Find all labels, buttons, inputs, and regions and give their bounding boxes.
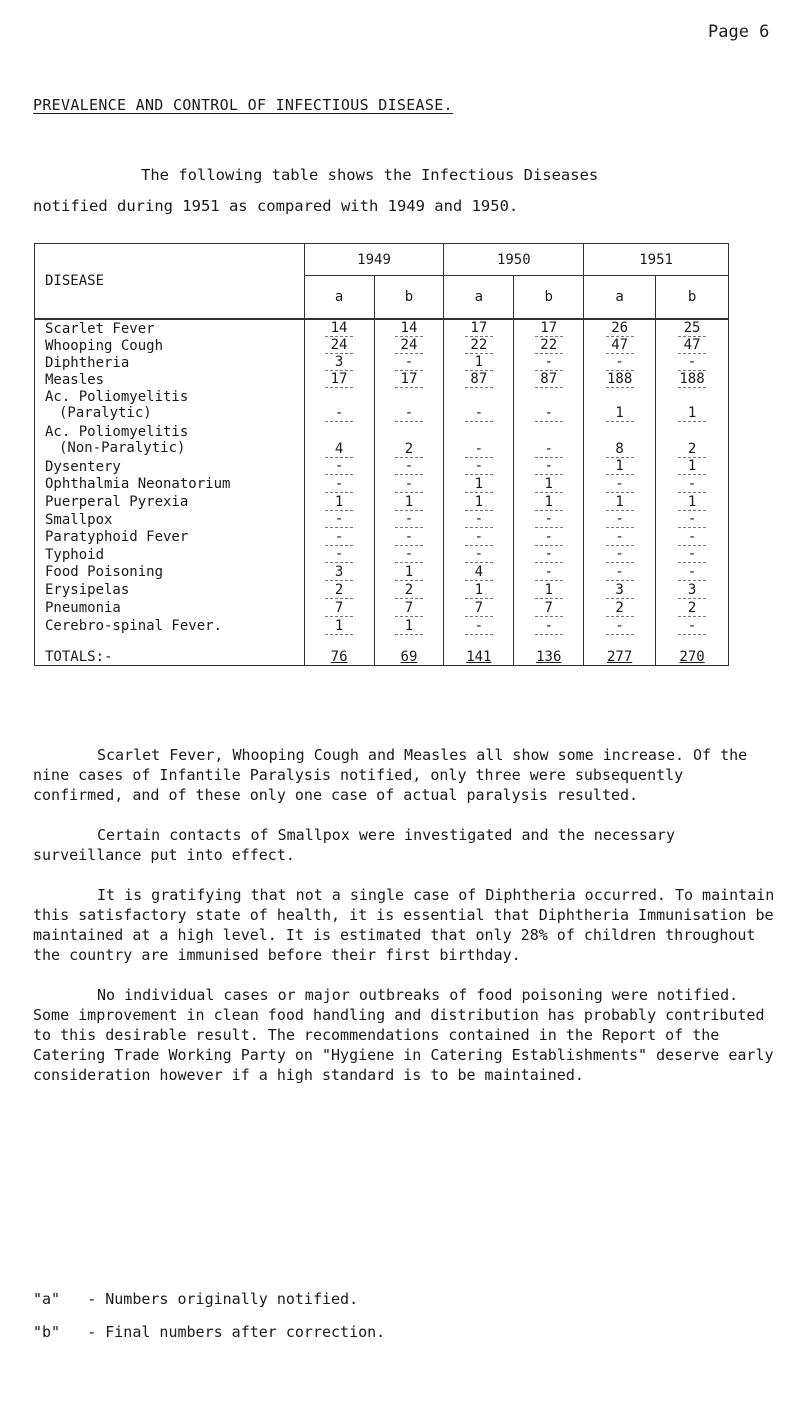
count-cell	[444, 511, 514, 528]
table-row	[35, 475, 729, 493]
count-cell	[584, 581, 656, 599]
count-cell	[374, 617, 444, 635]
count-value: -	[535, 511, 563, 528]
count-cell	[444, 617, 514, 635]
count-cell	[656, 546, 729, 563]
count-value: 2	[606, 600, 634, 617]
disease-name	[35, 371, 305, 388]
count-value: 8	[606, 441, 634, 458]
total-value: 76	[304, 635, 374, 666]
count-cell	[656, 599, 729, 617]
count-value: 1	[395, 494, 423, 511]
body-text	[33, 745, 778, 1105]
count-cell	[374, 546, 444, 563]
disease-name-subline: (Paralytic)	[59, 405, 152, 421]
table-row	[35, 388, 729, 422]
count-cell	[656, 422, 729, 458]
count-value: 188	[606, 371, 633, 387]
count-cell	[304, 319, 374, 337]
disease-name-line: Scarlet Fever	[45, 320, 155, 337]
count-value: -	[535, 441, 563, 458]
count-value: -	[465, 441, 493, 458]
count-value: -	[678, 476, 706, 493]
count-cell	[374, 493, 444, 511]
table-row	[35, 319, 729, 337]
page-number: Page 6	[708, 22, 770, 42]
count-value: 2	[678, 441, 706, 458]
count-value: -	[465, 405, 493, 422]
count-value: 17	[465, 320, 493, 337]
count-cell	[374, 581, 444, 599]
count-value: 1	[535, 476, 563, 493]
table-row	[35, 546, 729, 563]
table-header-years	[35, 244, 729, 276]
count-cell	[584, 617, 656, 635]
count-value: -	[606, 564, 634, 581]
count-cell	[374, 528, 444, 546]
total-value: 277	[584, 635, 656, 666]
count-value: -	[325, 546, 353, 563]
count-cell	[656, 337, 729, 354]
count-cell	[304, 617, 374, 635]
count-value: 1	[395, 564, 423, 581]
count-value: -	[325, 529, 353, 546]
count-cell	[444, 581, 514, 599]
count-cell	[656, 319, 729, 337]
count-value: -	[465, 529, 493, 546]
count-cell	[656, 371, 729, 388]
total-value: 136	[514, 635, 584, 666]
intro-line-1: The following table shows the Infectious Diseases	[141, 166, 599, 184]
disease-name	[35, 475, 305, 493]
table-row	[35, 493, 729, 511]
count-value: 1	[678, 405, 706, 422]
count-cell	[444, 337, 514, 354]
count-value: 3	[678, 582, 706, 599]
count-cell	[656, 354, 729, 371]
count-cell	[304, 599, 374, 617]
subheader-1949-b: b	[374, 276, 444, 319]
disease-name-line: Measles	[45, 371, 105, 388]
count-cell	[514, 475, 584, 493]
count-value: 22	[465, 337, 493, 354]
count-value: 47	[606, 337, 634, 354]
disease-name-line: Smallpox	[45, 511, 113, 528]
count-value: 4	[465, 564, 493, 581]
legend-a-text: - Numbers originally notified.	[87, 1290, 359, 1308]
subheader-1951-a: a	[584, 276, 656, 319]
count-cell	[584, 422, 656, 458]
count-value: -	[395, 511, 423, 528]
count-cell	[304, 337, 374, 354]
paragraph-diphtheria: It is gratifying that not a single case of Diphtheria occurred. To maintain this satisfactory state of health, it is essential that Diphtheria Immunisation be maintained at a high level. It is estimated that only 28% of children throughout the country are immunised before their first birthday.	[33, 886, 775, 964]
count-value: -	[395, 354, 423, 371]
count-cell	[374, 599, 444, 617]
disease-name-line: Food Poisoning	[45, 564, 164, 580]
table-row	[35, 617, 729, 635]
count-cell	[584, 319, 656, 337]
count-cell	[514, 354, 584, 371]
count-value: 1	[535, 582, 563, 599]
count-value: 17	[395, 371, 423, 388]
count-value: -	[535, 546, 563, 563]
count-value: -	[678, 546, 706, 563]
count-cell	[304, 458, 374, 475]
count-cell	[444, 319, 514, 337]
count-cell	[656, 388, 729, 422]
count-value: 1	[465, 476, 493, 493]
disease-name-line: Ophthalmia Neonatorium	[45, 476, 231, 492]
count-cell	[514, 319, 584, 337]
count-value: -	[395, 405, 423, 422]
count-cell	[584, 493, 656, 511]
count-value: 2	[325, 582, 353, 599]
disease-name	[35, 563, 305, 581]
disease-name	[35, 493, 305, 511]
disease-name-line: Dysentery	[45, 458, 121, 475]
count-cell	[304, 528, 374, 546]
count-cell	[374, 422, 444, 458]
count-cell	[656, 528, 729, 546]
count-cell	[444, 599, 514, 617]
count-cell	[304, 388, 374, 422]
count-value: 1	[395, 618, 423, 635]
count-value: -	[678, 618, 706, 635]
count-cell	[584, 475, 656, 493]
subheader-1951-b: b	[656, 276, 729, 319]
legend-a	[33, 1283, 385, 1316]
count-cell	[584, 371, 656, 388]
table-row	[35, 599, 729, 617]
count-cell	[444, 528, 514, 546]
count-cell	[514, 546, 584, 563]
count-cell	[514, 422, 584, 458]
count-value: -	[606, 354, 634, 371]
subheader-1950-b: b	[514, 276, 584, 319]
count-value: 1	[465, 494, 493, 511]
count-cell	[304, 493, 374, 511]
count-cell	[514, 563, 584, 581]
count-cell	[514, 371, 584, 388]
table-row	[35, 563, 729, 581]
count-value: 1	[325, 618, 353, 635]
table-row	[35, 422, 729, 458]
disease-name-line: Cerebro-spinal Fever.	[45, 618, 223, 634]
legend-a-key: "a"	[33, 1290, 61, 1308]
count-cell	[444, 371, 514, 388]
disease-name	[35, 599, 305, 617]
count-value: 87	[535, 371, 563, 388]
count-value: 3	[325, 564, 353, 581]
count-value: 47	[678, 337, 706, 354]
disease-name	[35, 546, 305, 563]
intro-text	[33, 160, 773, 222]
table-row	[35, 511, 729, 528]
count-value: -	[395, 458, 423, 475]
count-value: 1	[535, 494, 563, 511]
count-cell	[304, 371, 374, 388]
count-value: -	[678, 529, 706, 546]
count-value: -	[465, 546, 493, 563]
count-cell	[514, 599, 584, 617]
count-value: 1	[325, 494, 353, 511]
count-value: 7	[325, 600, 353, 617]
infectious-disease-table	[34, 243, 729, 666]
totals-row	[35, 635, 729, 666]
disease-name-line: Ac. Poliomyelitis	[45, 389, 189, 405]
count-value: 1	[606, 458, 634, 475]
count-value: 7	[465, 600, 493, 617]
intro-line-2: notified during 1951 as compared with 1949 and 1950.	[33, 197, 519, 215]
disease-name	[35, 354, 305, 371]
disease-name	[35, 617, 305, 635]
disease-name-line: Whooping Cough	[45, 337, 164, 354]
count-cell	[444, 388, 514, 422]
count-cell	[514, 388, 584, 422]
count-cell	[444, 493, 514, 511]
count-value: -	[395, 546, 423, 563]
count-cell	[514, 511, 584, 528]
total-value: 270	[656, 635, 729, 666]
count-value: -	[606, 476, 634, 493]
legend-b-key: "b"	[33, 1323, 61, 1341]
count-value: -	[535, 405, 563, 422]
table-row	[35, 337, 729, 354]
year-1950-header: 1950	[444, 244, 584, 276]
count-cell	[374, 563, 444, 581]
count-cell	[304, 563, 374, 581]
count-cell	[374, 388, 444, 422]
year-1951-header: 1951	[584, 244, 729, 276]
count-cell	[514, 337, 584, 354]
count-value: 25	[678, 320, 706, 337]
count-value: 1	[606, 494, 634, 511]
count-cell	[656, 617, 729, 635]
count-cell	[304, 511, 374, 528]
totals-label: TOTALS:-	[35, 635, 305, 666]
disease-name	[35, 581, 305, 599]
count-value: 1	[465, 354, 493, 371]
count-value: -	[325, 476, 353, 493]
count-cell	[584, 458, 656, 475]
count-value: 17	[535, 320, 563, 337]
year-1949-header: 1949	[304, 244, 444, 276]
count-cell	[514, 493, 584, 511]
count-cell	[444, 458, 514, 475]
legend-b	[33, 1316, 385, 1349]
disease-name-line: Diphtheria	[45, 354, 130, 371]
count-value: 22	[535, 337, 563, 354]
count-cell	[656, 563, 729, 581]
count-value: 14	[395, 320, 423, 337]
table-row	[35, 354, 729, 371]
count-value: 1	[606, 405, 634, 422]
count-cell	[304, 546, 374, 563]
count-cell	[374, 475, 444, 493]
count-value: 24	[395, 337, 423, 354]
count-value: 7	[535, 600, 563, 617]
count-cell	[656, 475, 729, 493]
count-value: -	[606, 511, 634, 528]
count-value: 3	[606, 582, 634, 599]
disease-header: DISEASE	[35, 244, 305, 320]
disease-name-line: Erysipelas	[45, 582, 130, 598]
count-cell	[374, 458, 444, 475]
count-cell	[374, 319, 444, 337]
count-cell	[584, 337, 656, 354]
disease-name-subline: (Non-Paralytic)	[59, 440, 186, 456]
count-value: 188	[679, 371, 705, 387]
count-value: -	[606, 529, 634, 546]
count-value: -	[535, 618, 563, 635]
count-value: 1	[465, 582, 493, 599]
count-cell	[584, 546, 656, 563]
count-cell	[444, 546, 514, 563]
count-cell	[584, 563, 656, 581]
disease-name	[35, 511, 305, 528]
count-cell	[656, 511, 729, 528]
count-value: 2	[395, 441, 423, 458]
count-cell	[584, 511, 656, 528]
disease-name	[35, 388, 305, 422]
count-value: 26	[606, 320, 634, 337]
count-cell	[514, 528, 584, 546]
count-cell	[514, 581, 584, 599]
legend	[33, 1283, 385, 1349]
table-row	[35, 581, 729, 599]
count-value: -	[678, 354, 706, 371]
count-cell	[514, 458, 584, 475]
count-cell	[304, 354, 374, 371]
table-row	[35, 528, 729, 546]
count-value: -	[606, 546, 634, 563]
count-cell	[374, 337, 444, 354]
disease-name-line: Ac. Poliomyelitis	[45, 424, 189, 440]
count-value: -	[535, 529, 563, 546]
total-value: 69	[374, 635, 444, 666]
count-value: -	[535, 564, 563, 581]
count-value: 1	[678, 494, 706, 511]
table-row	[35, 458, 729, 475]
count-value: -	[465, 618, 493, 635]
count-value: 14	[325, 320, 353, 337]
count-cell	[656, 458, 729, 475]
page-heading: PREVALENCE AND CONTROL OF INFECTIOUS DISEASE.	[33, 96, 453, 114]
count-cell	[374, 354, 444, 371]
count-value: -	[678, 511, 706, 528]
count-value: 7	[395, 600, 423, 617]
count-cell	[656, 493, 729, 511]
count-cell	[304, 581, 374, 599]
count-value: 2	[395, 582, 423, 599]
count-value: -	[325, 458, 353, 475]
count-value: -	[678, 564, 706, 581]
count-value: -	[465, 458, 493, 475]
count-value: -	[535, 458, 563, 475]
count-cell	[444, 422, 514, 458]
count-value: 2	[678, 600, 706, 617]
count-value: 17	[325, 371, 353, 388]
count-value: 24	[325, 337, 353, 354]
count-value: 4	[325, 441, 353, 458]
count-cell	[374, 511, 444, 528]
paragraph-food-poisoning: No individual cases or major outbreaks of food poisoning were notified. Some improvement in clean food handling and distribution has probably contributed to this desirable result. The recommendations contained in the Report of the Catering Trade Working Party on "Hygiene in Catering Establishments" deserve early consideration however if a high standard is to be maintained.	[33, 986, 774, 1084]
count-value: 87	[465, 371, 493, 388]
count-value: 1	[678, 458, 706, 475]
disease-name	[35, 528, 305, 546]
count-cell	[444, 563, 514, 581]
count-cell	[584, 599, 656, 617]
count-cell	[304, 475, 374, 493]
count-cell	[444, 475, 514, 493]
count-value: -	[325, 511, 353, 528]
disease-name-line: Typhoid	[45, 546, 105, 563]
count-cell	[304, 422, 374, 458]
count-cell	[584, 528, 656, 546]
count-value: -	[325, 405, 353, 422]
table-body	[35, 319, 729, 666]
count-value: -	[395, 476, 423, 493]
count-cell	[374, 371, 444, 388]
count-cell	[514, 617, 584, 635]
count-value: -	[395, 529, 423, 546]
table-row	[35, 371, 729, 388]
count-cell	[584, 354, 656, 371]
count-value: -	[606, 618, 634, 635]
count-cell	[656, 581, 729, 599]
count-value: 3	[325, 354, 353, 371]
count-cell	[444, 354, 514, 371]
paragraph-smallpox: Certain contacts of Smallpox were investigated and the necessary surveillance put into effect.	[33, 826, 675, 864]
subheader-1950-a: a	[444, 276, 514, 319]
disease-name-line: Paratyphoid Fever	[45, 529, 189, 545]
disease-name	[35, 319, 305, 337]
total-value: 141	[444, 635, 514, 666]
legend-b-text: - Final numbers after correction.	[87, 1323, 386, 1341]
count-value: -	[465, 511, 493, 528]
paragraph-increase: Scarlet Fever, Whooping Cough and Measles all show some increase. Of the nine cases of Infantile Paralysis notified, only three were subsequently confirmed, and of these only one case of actual paralysis resulted.	[33, 746, 748, 804]
disease-name-line: Pneumonia	[45, 600, 121, 616]
count-value: -	[535, 354, 563, 371]
subheader-1949-a: a	[304, 276, 374, 319]
disease-name	[35, 337, 305, 354]
count-cell	[584, 388, 656, 422]
disease-name-line: Puerperal Pyrexia	[45, 494, 189, 510]
disease-name	[35, 422, 305, 458]
disease-name	[35, 458, 305, 475]
